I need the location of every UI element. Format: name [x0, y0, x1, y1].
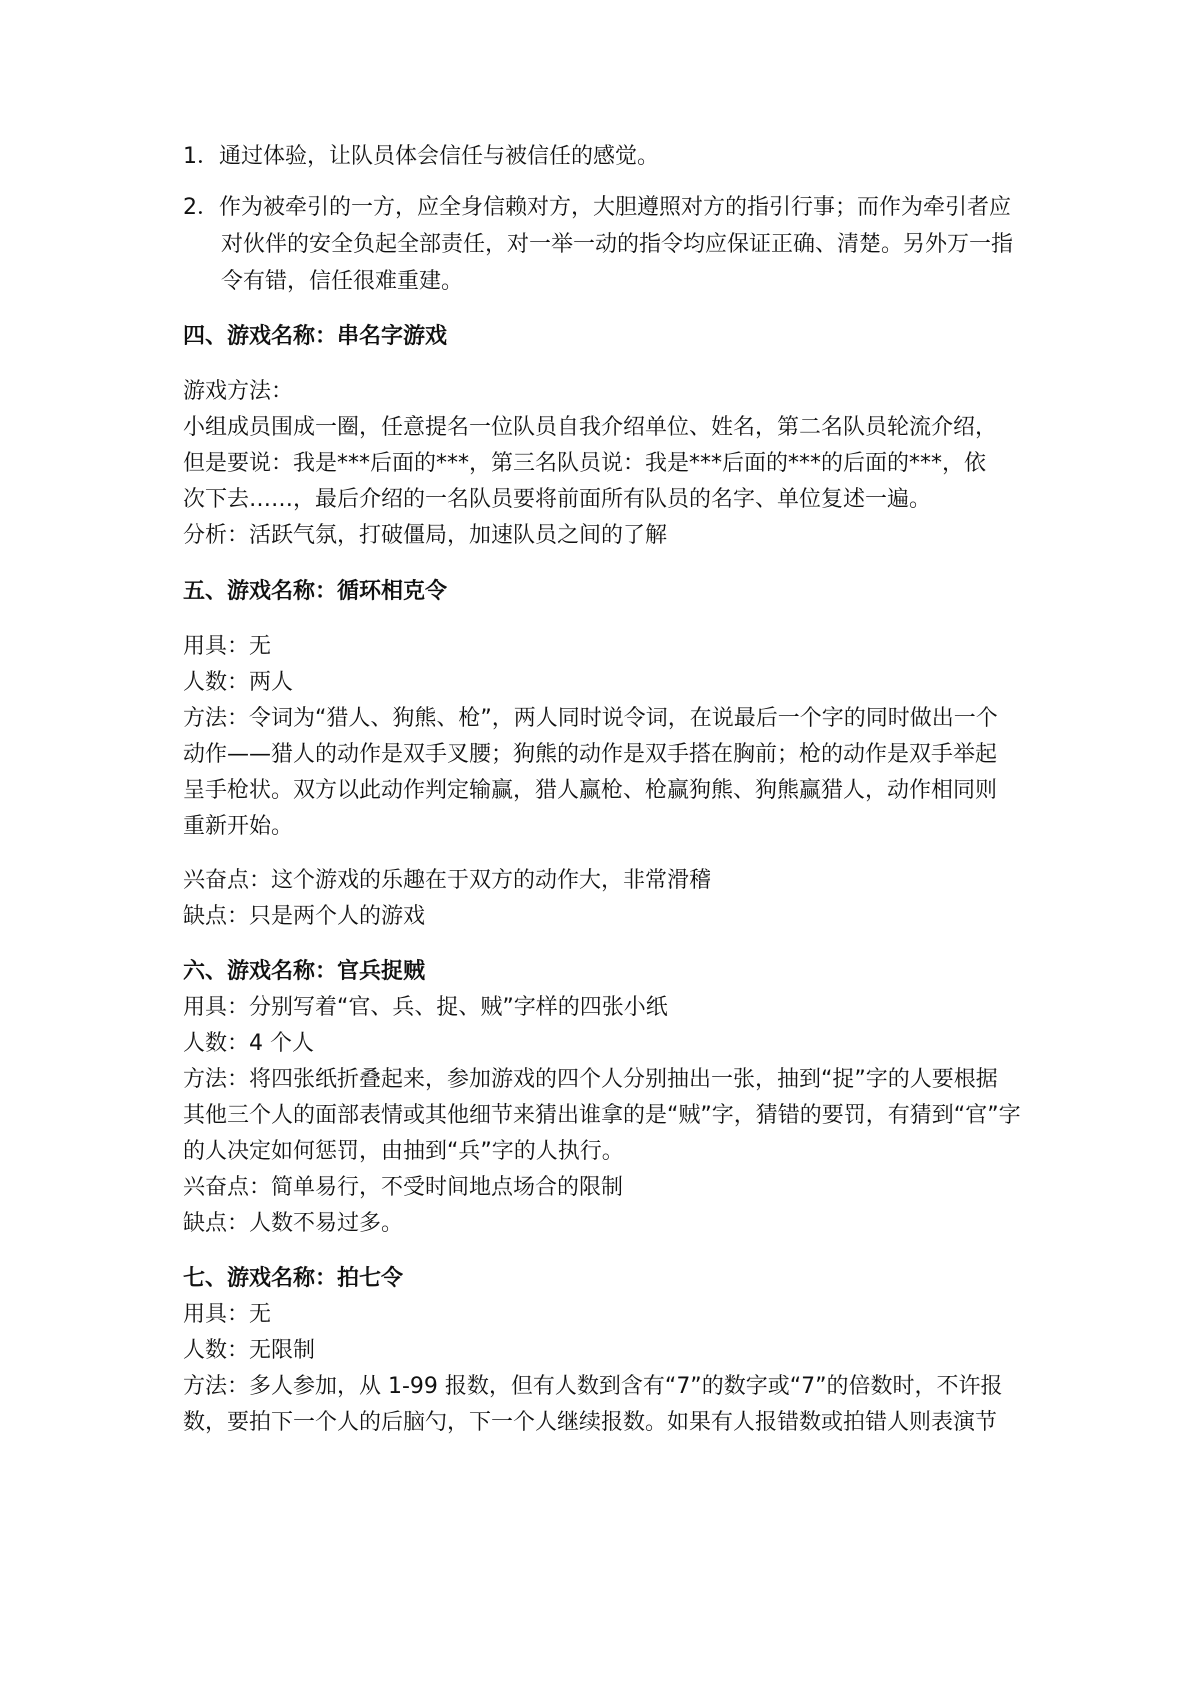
paragraph-line: 次下去……，最后介绍的一名队员要将前面所有队员的名字、单位复述一遍。 — [183, 487, 932, 512]
paragraph-line: 用具：分别写着“官、兵、捉、贼”字样的四张小纸 — [183, 995, 668, 1020]
paragraph-line: 方法：多人参加，从 1-99 报数，但有人数到含有“7”的数字或“7”的倍数时，不许报 — [183, 1374, 1003, 1399]
list-item-1 — [183, 142, 1043, 172]
paragraph-line: 游戏方法： — [183, 379, 294, 404]
paragraph-line: 用具：无 — [183, 1302, 272, 1327]
paragraph-line: 的人决定如何惩罚，由抽到“兵”字的人执行。 — [183, 1139, 624, 1164]
list-number: 1． — [183, 144, 219, 169]
section-heading-game6: 六、游戏名称：官兵捉贼 — [183, 959, 426, 984]
paragraph-line: 人数：4 个人 — [183, 1031, 314, 1056]
section-heading-game7: 七、游戏名称：拍七令 — [183, 1266, 404, 1291]
paragraph-line: 用具：无 — [183, 634, 272, 659]
list-text: 通过体验，让队员体会信任与被信任的感觉。 — [219, 144, 660, 169]
note-line: 兴奋点：这个游戏的乐趣在于双方的动作大，非常滑稽 — [183, 868, 712, 893]
paragraph-line: 其他三个人的面部表情或其他细节来猜出谁拿的是“贼”字，猜错的要罚，有猜到“官”字 — [183, 1103, 1021, 1128]
list-text: 作为被牵引的一方，应全身信赖对方，大胆遵照对方的指引行事；而作为牵引者应 — [219, 195, 1012, 220]
list-text-continuation: 对伙伴的安全负起全部责任，对一举一动的指令均应保证正确、清楚。另外万一指 — [221, 232, 1014, 257]
section-heading-game4: 四、游戏名称：串名字游戏 — [183, 324, 448, 349]
paragraph-line: 方法：令词为“猎人、狗熊、枪”，两人同时说令词，在说最后一个字的同时做出一个 — [183, 706, 998, 731]
paragraph-line: 兴奋点：简单易行，不受时间地点场合的限制 — [183, 1175, 624, 1200]
paragraph-line: 但是要说：我是***后面的***，第三名队员说：我是***后面的***的后面的***，依 — [183, 451, 987, 476]
paragraph-line: 小组成员围成一圈，任意提名一位队员自我介绍单位、姓名，第二名队员轮流介绍， — [183, 415, 998, 440]
paragraph-line: 分析：活跃气氛，打破僵局，加速队员之间的了解 — [183, 523, 668, 548]
paragraph-line: 重新开始。 — [183, 814, 294, 839]
paragraph-line: 人数：无限制 — [183, 1338, 316, 1363]
list-item-2 — [183, 193, 1043, 223]
paragraph-line: 数，要拍下一个人的后脑勺，下一个人继续报数。如果有人报错数或拍错人则表演节 — [183, 1410, 998, 1435]
paragraph-line: 方法：将四张纸折叠起来，参加游戏的四个人分别抽出一张，抽到“捉”字的人要根据 — [183, 1067, 998, 1092]
list-number: 2． — [183, 195, 219, 220]
paragraph-line: 呈手枪状。双方以此动作判定输赢，猎人赢枪、枪赢狗熊、狗熊赢猎人，动作相同则 — [183, 778, 998, 803]
note-line: 缺点：只是两个人的游戏 — [183, 904, 426, 929]
section-heading-game5: 五、游戏名称：循环相克令 — [183, 579, 448, 604]
paragraph-line: 人数：两人 — [183, 670, 294, 695]
list-text-continuation: 令有错，信任很难重建。 — [221, 269, 464, 294]
paragraph-line: 缺点：人数不易过多。 — [183, 1211, 404, 1236]
paragraph-line: 动作——猎人的动作是双手叉腰；狗熊的动作是双手搭在胸前；枪的动作是双手举起 — [183, 742, 998, 767]
